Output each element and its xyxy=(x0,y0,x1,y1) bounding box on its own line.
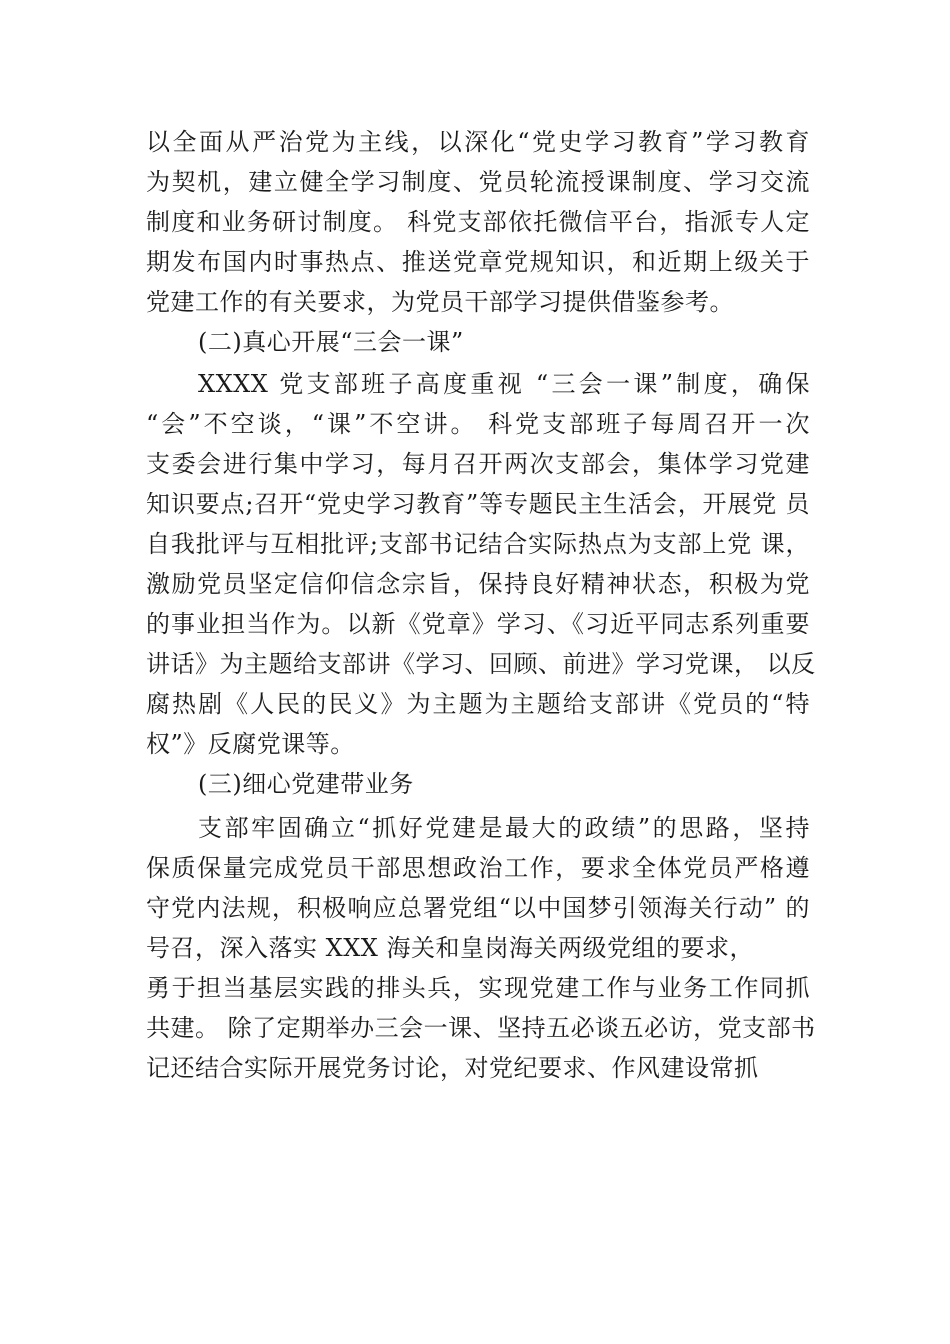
paragraph-3-line-7: 记还结合实际开展党务讨论，对党纪要求、作风建设常抓 xyxy=(146,1054,759,1082)
paragraph-2-line-1: XXXX 党支部班子高度重视 “三会一课”制度，确保 xyxy=(198,370,810,398)
paragraph-2-line-3: 支委会进行集中学习，每月召开两次支部会，集体学习党建 xyxy=(146,450,810,478)
paragraph-3-line-2: 保质保量完成党员干部思想政治工作，要求全体党员严格遵 xyxy=(146,854,810,882)
paragraph-3-line-3: 守党内法规，积极响应总署党组“以中国梦引领海关行动” 的 xyxy=(146,894,810,922)
paragraph-2-line-9: 腐热剧《人民的民义》为主题为主题给支部讲《党员的“特 xyxy=(146,690,810,718)
paragraph-2-line-2: “会”不空谈，“课”不空讲。 科党支部班子每周召开一次 xyxy=(146,410,810,438)
paragraph-1-line-3: 制度和业务研讨制度。 科党支部依托微信平台，指派专人定 xyxy=(146,208,810,236)
paragraph-2-line-8: 讲话》为主题给支部讲《学习、回顾、前进》学习党课， 以反 xyxy=(146,650,816,678)
paragraph-2-line-7: 的事业担当作为。以新《党章》学习、《习近平同志系列重要 xyxy=(146,610,810,638)
paragraph-1-line-1: 以全面从严治党为主线，以深化“党史学习教育”学习教育 xyxy=(146,128,810,156)
paragraph-3-line-5: 勇于担当基层实践的排头兵，实现党建工作与业务工作同抓 xyxy=(146,974,810,1002)
section-heading-2: (二)真心开展“三会一课” xyxy=(198,328,464,356)
paragraph-1-line-5: 党建工作的有关要求，为党员干部学习提供借鉴参考。 xyxy=(146,288,734,316)
paragraph-3-line-4: 号召，深入落实 XXX 海关和皇岗海关两级党组的要求， xyxy=(146,934,755,962)
paragraph-1-line-4: 期发布国内时事热点、推送党章党规知识，和近期上级关于 xyxy=(146,248,810,276)
section-heading-3: (三)细心党建带业务 xyxy=(198,770,414,798)
paragraph-2-line-10: 权”》反腐党课等。 xyxy=(146,730,355,758)
paragraph-1-line-2: 为契机，建立健全学习制度、党员轮流授课制度、学习交流 xyxy=(146,168,810,196)
paragraph-3-line-6: 共建。 除了定期举办三会一课、坚持五必谈五必访，党支部书 xyxy=(146,1014,816,1042)
paragraph-2-line-6: 激励党员坚定信仰信念宗旨，保持良好精神状态，积极为党 xyxy=(146,570,810,598)
paragraph-2-line-5: 自我批评与互相批评;支部书记结合实际热点为支部上党 课， xyxy=(146,530,810,558)
paragraph-3-line-1: 支部牢固确立“抓好党建是最大的政绩”的思路，坚持 xyxy=(198,814,810,842)
paragraph-2-line-4: 知识要点;召开“党史学习教育”等专题民主生活会，开展党 员 xyxy=(146,490,810,518)
